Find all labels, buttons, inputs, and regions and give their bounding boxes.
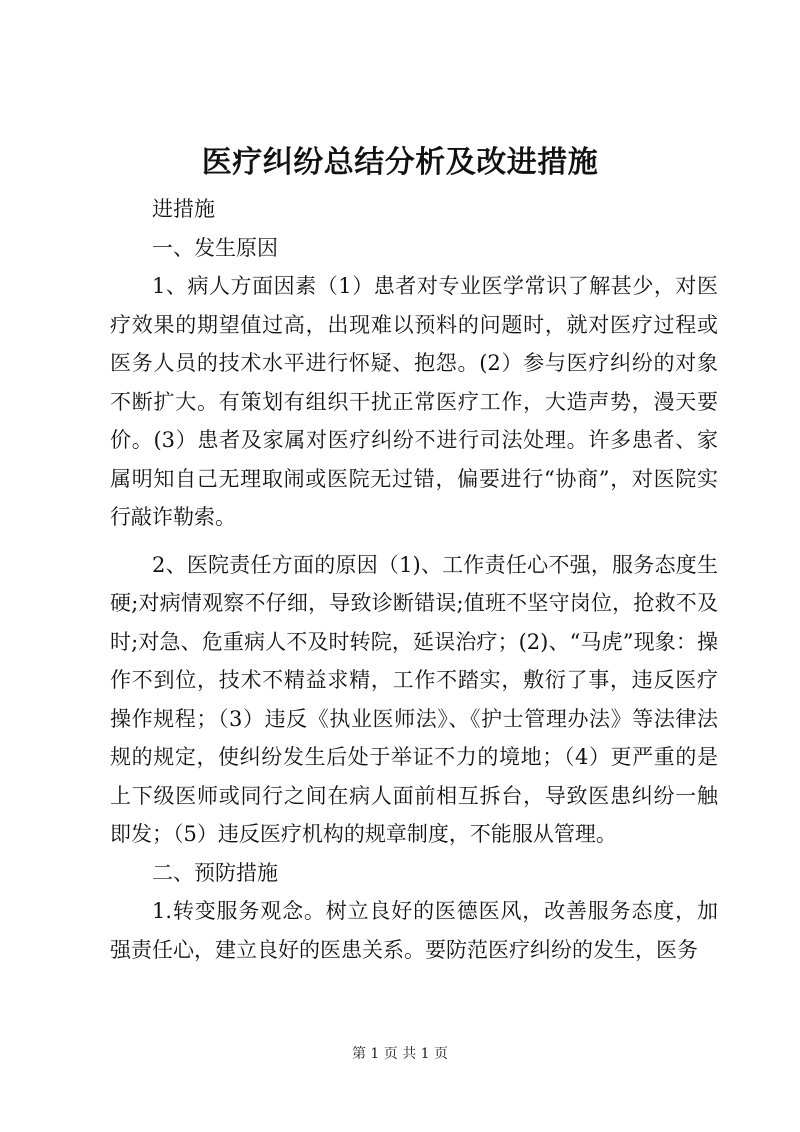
section-heading-causes: 一、发生原因 [152, 235, 278, 260]
document-title: 医疗纠纷总结分析及改进措施 [201, 145, 599, 180]
page-footer: 第 1 页 共 1 页 [351, 1046, 449, 1062]
paragraph-intro: 进措施 [152, 197, 215, 221]
paragraph-hospital-factors: 2、医院责任方面的原因（1)、工作责任心不强，服务态度生硬;对病情观察不仔细，导致诊断错误;值班不坚守岗位，抢救不及时;对急、危重病人不及时转院，延误治疗；(2)、“马虎”现象：操作不到位，技术不精益求精，工作不踏实，敷衍了事，违反医疗操作规程；（3）违反《执业医师法》、《护士管理办法》等法律法规的规定，使纠纷发生后处于举证不力的境地；（4）更严重的是上下级医师或同行之间在病人面前相互拆台，导致医患纠纷一触即发；（5）违反医疗机构的规章制度，不能服从管理。 [110, 552, 718, 846]
paragraph-prevention-1: 1.转变服务观念。树立良好的医德医风，改善服务态度，加强责任心，建立良好的医患关系。要防范医疗纠纷的发生，医务 [110, 899, 718, 962]
section-heading-prevention: 二、预防措施 [152, 860, 278, 885]
paragraph-patient-factors: 1、病人方面因素（1）患者对专业医学常识了解甚少，对医疗效果的期望值过高，出现难以预料的问题时，就对医疗过程或医务人员的技术水平进行怀疑、抱怨。(2）参与医疗纠纷的对象不断扩大。有策划有组织干扰正常医疗工作，大造声势，漫天要价。(3）患者及家属对医疗纠纷不进行司法处理。许多患者、家属明知自己无理取闹或医院无过错，偏要进行“协商”，对医院实行敲诈勒索。 [110, 274, 718, 529]
document-body [110, 190, 718, 969]
